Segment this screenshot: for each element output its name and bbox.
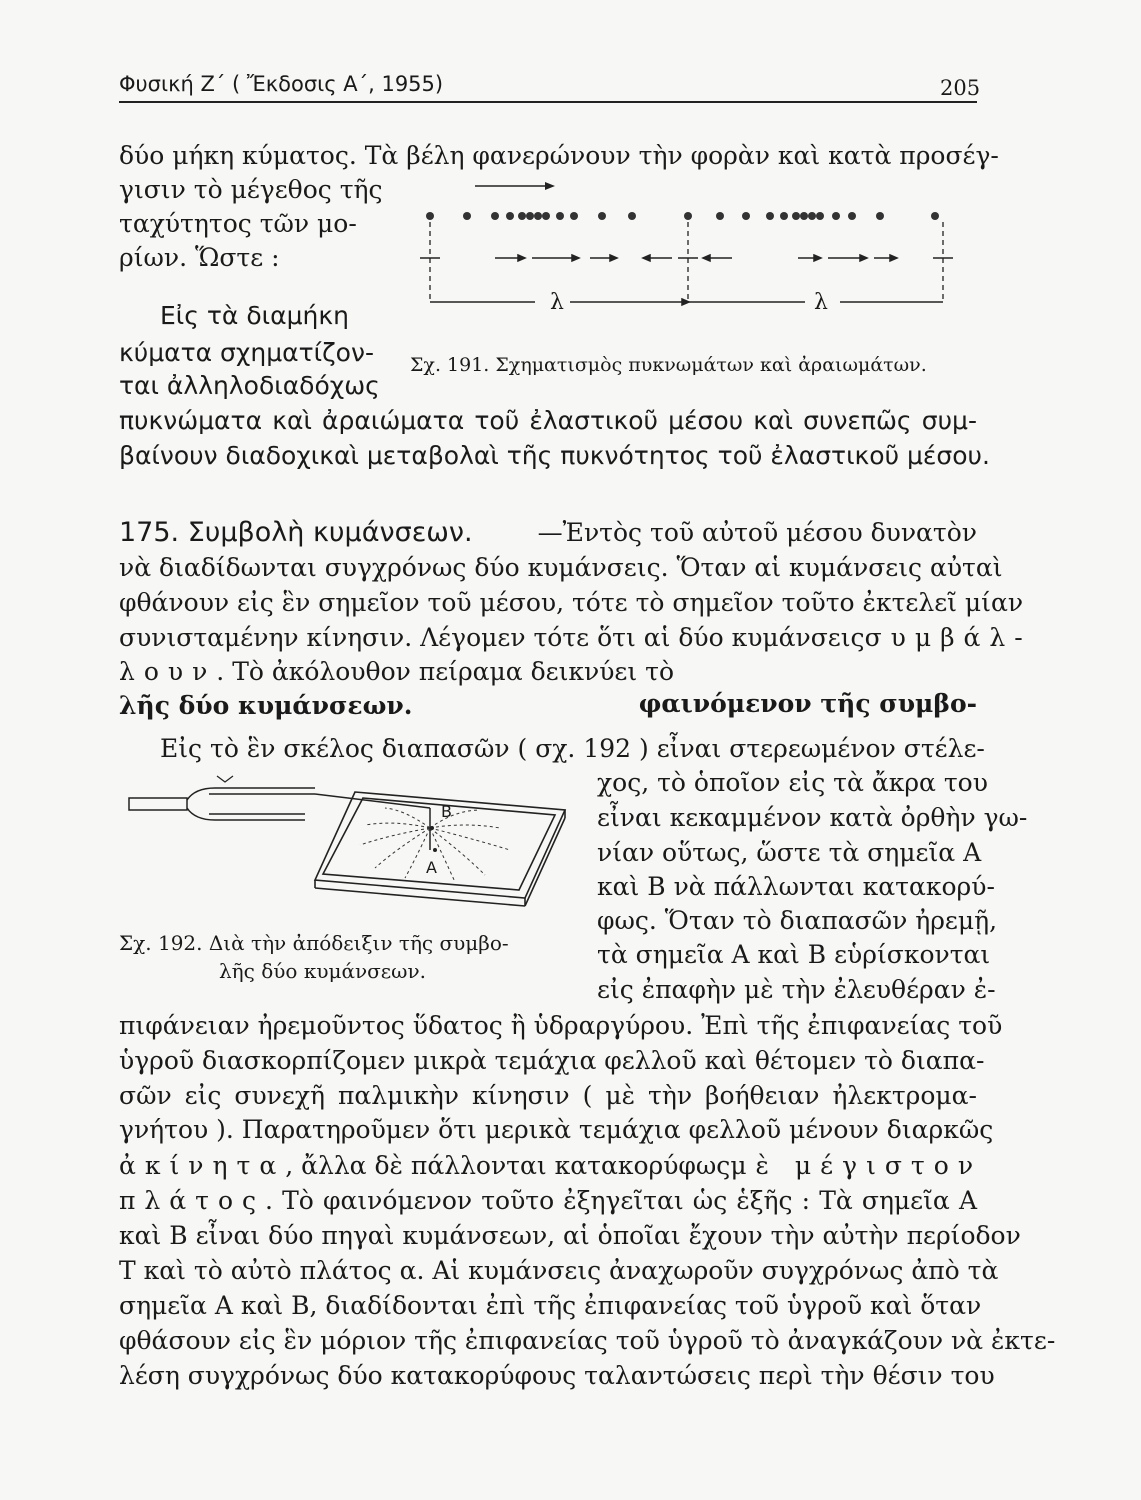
para2-line-13-text: , ἄλλα δὲ πάλλονται κατακορύφως: [285, 1151, 731, 1180]
intro-line-6: κύματα σχηματίζον-: [119, 338, 374, 367]
wavelength-label-right: λ: [814, 290, 828, 315]
section-175-spaced-term-1: συμβάλ-: [864, 623, 1032, 652]
tuning-fork-handle: [129, 798, 187, 810]
para2-side-4: καὶ Β νὰ πάλλωνται κατακορύ-: [597, 872, 995, 901]
section-175-spaced-term-2: λουν: [119, 657, 217, 686]
para2-line-1: Εἰς τὸ ἓν σκέλος διαπασῶν ( σχ. 192 ) εἶναι στερεωμένον στέλε-: [160, 734, 985, 763]
header-rule: [119, 101, 977, 103]
section-175-heading: 175. Συμβολὴ κυμάνσεων.: [119, 517, 473, 548]
liquid-tray: [315, 792, 565, 906]
section-175-bold-term: φαινόμενον τῆς συμβο-: [638, 689, 977, 718]
para2-line-19: λέση συγχρόνως δύο κατακορύφους ταλαντώσεις περὶ τὴν θέσιν του: [119, 1361, 995, 1390]
particle-row: [426, 212, 939, 220]
section-175-line-4: [119, 622, 1032, 654]
intro-line-9: βαίνουν διαδοχικαὶ μεταβολαὶ τῆς πυκνότητος τοῦ ἐλαστικοῦ μέσου.: [119, 441, 990, 470]
section-175-line-4-text: συνισταμένην κίνησιν. Λέγομεν τότε ὅτι αἱ δύο κυμάνσεις: [119, 623, 865, 652]
intro-line-1: δύο μήκη κύματος. Τὰ βέλη φανερώνουν τὴν φορὰν καὶ κατὰ προσέγ-: [119, 141, 999, 170]
section-175-line-1: [119, 517, 977, 549]
para2-spaced-term-2: μὲ μέγιστον: [730, 1151, 983, 1180]
wavelength-label-left: λ: [550, 290, 564, 315]
para2-side-1: χος, τὸ ὁποῖον εἰς τὰ ἄκρα του: [597, 768, 988, 797]
intro-line-7: ται ἀλληλοδιαδόχως: [119, 371, 380, 400]
para2-line-12: γνήτου ). Παρατηροῦμεν ὅτι μερικὰ τεμάχια φελλοῦ μένουν διαρκῶς: [119, 1115, 994, 1144]
para2-line-15: καὶ Β εἶναι δύο πηγαὶ κυμάνσεων, αἱ ὁποῖαι ἔχουν τὴν αὐτὴν περίοδον: [119, 1221, 1021, 1250]
top-arrow-head: [545, 182, 555, 190]
intro-line-8: πυκνώματα καὶ ἀραιώματα τοῦ ἐλαστικοῦ μέσου καὶ συνεπῶς συμ-: [119, 406, 977, 435]
intro-line-2: γισιν τὸ μέγεθος τῆς: [119, 175, 383, 204]
figure-191-caption: Σχ. 191. Σχηματισμὸς πυκνωμάτων καὶ ἀραιωμάτων.: [410, 354, 927, 376]
para2-side-6: τὰ σημεῖα Α καὶ Β εὑρίσκονται: [597, 940, 991, 969]
para2-line-13: [119, 1150, 983, 1182]
stem: [315, 794, 430, 808]
para2-spaced-term-1: ἀκίνητα: [119, 1151, 286, 1180]
para2-line-14: [119, 1185, 977, 1217]
para2-side-3: νίαν οὕτως, ὥστε τὰ σημεῖα Α: [597, 838, 982, 867]
para2-side-5: φως. Ὅταν τὸ διαπασῶν ἠρεμῇ,: [597, 906, 998, 935]
figure-192-diagram: [125, 770, 585, 910]
wavelength-lines: [430, 299, 943, 305]
intro-line-4: ρίων. Ὥστε :: [119, 243, 280, 272]
para2-side-7: εἰς ἐπαφὴν μὲ τὴν ἐλευθέραν ἐ-: [597, 975, 996, 1004]
figure-192-caption-line-2: λῆς δύο κυμάνσεων.: [219, 959, 426, 983]
wave-markers: [430, 222, 943, 300]
point-b: [430, 826, 434, 830]
section-175-line-1-rest: —Ἐντὸς τοῦ αὐτοῦ μέσου δυνατὸν: [537, 518, 977, 547]
section-175-line-3: φθάνουν εἰς ἓν σημεῖον τοῦ μέσου, τότε τὸ σημεῖον τοῦτο ἐκτελεῖ μίαν: [119, 588, 1024, 617]
section-175-line-6: λῆς δύο κυμάνσεων.: [119, 691, 413, 720]
section-175-line-5-text: . Τὸ ἀκόλουθον πείραμα δεικνύει τὸ: [216, 657, 675, 686]
running-title: Φυσική Ζ΄ ( Ἔκδοσις Α΄, 1955): [119, 72, 444, 96]
para2-line-10: ὑγροῦ διασκορπίζομεν μικρὰ τεμάχια φελλοῦ καὶ θέτομεν τὸ διαπα-: [119, 1046, 985, 1075]
intro-line-3: ταχύτητος τῶν μο-: [119, 209, 357, 238]
figure-191-diagram: [410, 180, 970, 320]
para2-line-9: πιφάνειαν ἠρεμοῦντος ὕδατος ἢ ὑδραργύρου. Ἐπὶ τῆς ἐπιφανείας τοῦ: [119, 1011, 1003, 1040]
para2-spaced-term-3: πλάτος: [119, 1186, 266, 1215]
figure-192-label-a: A: [426, 858, 437, 877]
figure-192-label-b: B: [441, 802, 452, 821]
section-175-line-2: νὰ διαδίδωνται συγχρόνως δύο κυμάνσεις. Ὅταν αἱ κυμάνσεις αὐταὶ: [119, 553, 1003, 582]
para2-line-16: Τ καὶ τὸ αὐτὸ πλάτος α. Αἱ κυμάνσεις ἀναχωροῦν συγχρόνως ἀπὸ τὰ: [119, 1256, 999, 1285]
para2-line-13-left: [119, 1150, 730, 1182]
para2-line-18: φθάσουν εἰς ἓν μόριον τῆς ἐπιφανείας τοῦ ὑγροῦ τὸ ἀναγκάζουν νὰ ἐκτε-: [119, 1326, 1056, 1355]
para2-line-11: σῶν εἰς συνεχῆ παλμικὴν κίνησιν ( μὲ τὴν βοήθειαν ἠλεκτρομα-: [119, 1081, 977, 1110]
para2-line-17: σημεῖα Α καὶ Β, διαδίδονται ἐπὶ τῆς ἐπιφανείας τοῦ ὑγροῦ καὶ ὅταν: [119, 1291, 982, 1320]
para2-side-2: εἶναι κεκαμμένον κατὰ ὀρθὴν γω-: [597, 803, 1028, 832]
intro-line-5: Εἰς τὰ διαμήκη: [160, 301, 349, 330]
para2-line-14-text: . Τὸ φαινόμενον τοῦτο ἐξηγεῖται ὡς ἑξῆς : Τὰ σημεῖα Α: [265, 1186, 977, 1215]
figure-192-caption-line-1: Σχ. 192. Διὰ τὴν ἀπόδειξιν τῆς συμβο-: [119, 931, 509, 955]
tuning-fork-prongs: [187, 788, 315, 820]
point-a: [433, 848, 437, 852]
page-number: 205: [940, 76, 981, 100]
